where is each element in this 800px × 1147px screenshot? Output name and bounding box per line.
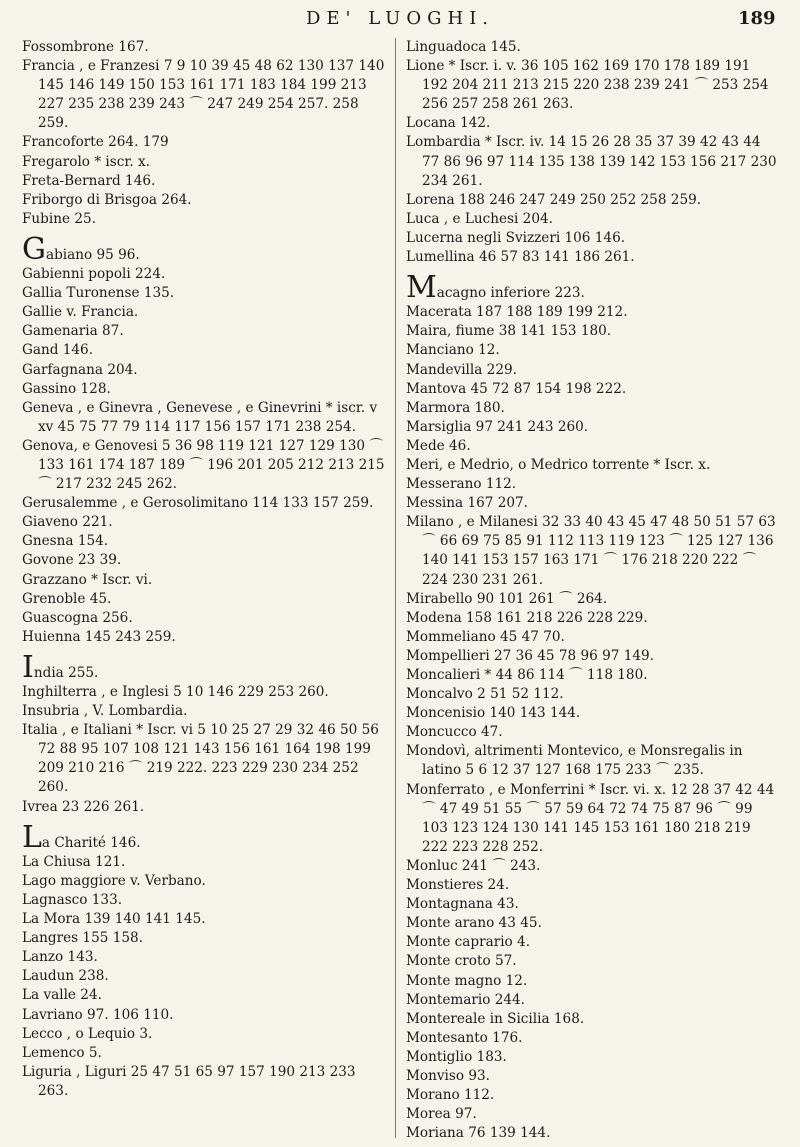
entry-text: acagno inferiore 223. (436, 285, 585, 302)
index-entry (406, 210, 778, 229)
index-entry (22, 437, 388, 494)
index-entry (406, 229, 778, 248)
entry-text: Monviso 93. (406, 1067, 490, 1084)
index-entry (406, 341, 778, 360)
entry-text: Lecco , o Lequio 3. (22, 1025, 153, 1042)
entry-text: Laudun 238. (22, 968, 109, 985)
entry-text: Monte magno 12. (406, 972, 528, 989)
entry-text: Lorena 188 246 247 249 250 252 258 259. (406, 191, 702, 208)
entry-text: Garfagnana 204. (22, 361, 138, 378)
entry-text: La Mora 139 140 141 145. (22, 911, 206, 928)
entry-text: Luca , e Luchesi 204. (406, 210, 553, 227)
entry-text: Insubria , V. Lombardia. (22, 703, 188, 720)
entry-text: Monte caprario 4. (406, 934, 531, 951)
index-entry (406, 1124, 778, 1143)
entry-text: Gallia Turonense 135. (22, 285, 175, 302)
entry-text: Lago maggiore v. Verbano. (22, 872, 206, 889)
index-entry (22, 929, 388, 948)
entry-text: Messina 167 207. (406, 495, 528, 512)
running-title: DE' LUOGHI. (305, 8, 495, 29)
section-initial: G (22, 231, 46, 267)
index-entry (22, 590, 388, 609)
entry-text: Montemario 244. (406, 991, 525, 1008)
index-entry (406, 895, 778, 914)
section-gap (22, 647, 388, 655)
entry-text: Huienna 145 243 259. (22, 628, 176, 645)
index-entry (22, 38, 388, 57)
index-entry (22, 153, 388, 172)
index-entry (22, 303, 388, 322)
index-entry (406, 437, 778, 456)
entry-text: Gabienni popoli 224. (22, 266, 166, 283)
index-entry (22, 853, 388, 872)
index-entry (22, 191, 388, 210)
index-entry (22, 986, 388, 1005)
index-entry (406, 857, 778, 876)
entry-text: Montiglio 183. (406, 1048, 507, 1065)
entry-text: Gnesna 154. (22, 533, 109, 550)
entry-text: Fubine 25. (22, 210, 96, 227)
entry-text: Mede 46. (406, 437, 471, 454)
entry-text: Francoforte 264. 179 (22, 134, 169, 151)
index-entry (406, 133, 778, 190)
index-entry (406, 914, 778, 933)
entry-text: Morea 97. (406, 1106, 477, 1123)
index-entry (406, 303, 778, 322)
entry-text: Moncucco 47. (406, 724, 503, 741)
index-entry (406, 991, 778, 1010)
entry-text: Milano , e Milanesi 32 33 40 43 45 47 48 50 51 57 63 ⌒ 66 69 75 85 91 112 113 119 123 ⌒ 125 127 136 140 141 153 157 163 171 ⌒ 176 218 220 222 ⌒ 224 230 231 261. (406, 514, 776, 588)
entry-text: Mompellieri 27 36 45 78 96 97 149. (406, 647, 654, 664)
entry-text: Ivrea 23 226 261. (22, 798, 145, 815)
index-entry (406, 876, 778, 895)
entry-text: Mantova 45 72 87 154 198 222. (406, 380, 627, 397)
entry-text: Fregarolo * iscr. x. (22, 153, 151, 170)
index-entry (22, 721, 388, 797)
index-entry (22, 683, 388, 702)
entry-text: Gamenaria 87. (22, 323, 124, 340)
entry-text: Genova, e Genovesi 5 36 98 119 121 127 129 130 ⌒ 133 161 174 187 189 ⌒ 196 201 205 212 213 215 ⌒ 217 232 245 262. (22, 437, 385, 493)
index-entry (22, 967, 388, 986)
entry-text: Mirabello 90 101 261 ⌒ 264. (406, 590, 608, 607)
entry-text: Giaveno 221. (22, 514, 113, 531)
index-entry (22, 948, 388, 967)
entry-text: Lanzo 143. (22, 949, 98, 966)
section-initial: L (22, 819, 42, 855)
entry-text: Manciano 12. (406, 342, 500, 359)
entry-text: Monluc 241 ⌒ 243. (406, 857, 541, 874)
index-entry (406, 781, 778, 857)
entry-text: Moriana 76 139 144. (406, 1125, 551, 1142)
entry-text: Lombardia * Iscr. iv. 14 15 26 28 35 37 39 42 43 44 77 86 96 97 114 135 138 139 142 153 156 217 230 234 261. (406, 134, 777, 189)
entry-text: Marmora 180. (406, 399, 505, 416)
entry-text: Mommeliano 45 47 70. (406, 628, 565, 645)
section-initial: M (406, 270, 437, 306)
index-entry (22, 910, 388, 929)
index-entry (22, 819, 388, 855)
entry-text: Gallie v. Francia. (22, 304, 139, 321)
entry-text: Lucerna negli Svizzeri 106 146. (406, 229, 626, 246)
entry-text: Geneva , e Ginevra , Genevese , e Ginevrini * iscr. v xv 45 75 77 79 114 117 156 157 171 238 254. (22, 399, 378, 435)
entry-text: a Charité 146. (41, 834, 141, 851)
entry-text: Morano 112. (406, 1087, 495, 1104)
entry-text: Guascogna 256. (22, 609, 133, 626)
entry-text: Monte croto 57. (406, 953, 517, 970)
index-entry (406, 114, 778, 133)
entry-text: Montagnana 43. (406, 896, 519, 913)
entry-text: Liguria , Liguri 25 47 51 65 97 157 190 213 233 263. (22, 1063, 356, 1099)
entry-text: Gassino 128. (22, 380, 111, 397)
entry-text: Montesanto 176. (406, 1029, 523, 1046)
entry-text: Macerata 187 188 189 199 212. (406, 304, 628, 321)
entry-text: Meri, e Medrio, o Medrico torrente * Iscr. x. (406, 456, 711, 473)
entry-text: Govone 23 39. (22, 552, 122, 569)
entry-text: Lione * Iscr. i. v. 36 105 162 169 170 178 189 191 192 204 211 213 215 220 238 239 241 ⌒ 253 254 256 257 258 261 263. (406, 58, 769, 113)
index-entry (406, 1086, 778, 1105)
index-entry (22, 609, 388, 628)
index-entry (406, 270, 778, 306)
index-entry (406, 380, 778, 399)
index-entry (406, 933, 778, 952)
index-entry (406, 647, 778, 666)
entry-text: Gerusalemme , e Gerosolimitano 114 133 157 259. (22, 495, 374, 512)
index-entry (22, 133, 388, 152)
index-entry (406, 513, 778, 589)
entry-text: Locana 142. (406, 115, 491, 132)
index-entry (22, 265, 388, 284)
index-entry (406, 399, 778, 418)
entry-text: ndia 255. (33, 664, 99, 681)
index-entry (22, 532, 388, 551)
index-entry (406, 1067, 778, 1086)
entry-text: Linguadoca 145. (406, 39, 521, 55)
entry-text: Gand 146. (22, 342, 94, 359)
column-divider (395, 38, 396, 1138)
entry-text: La Chiusa 121. (22, 853, 126, 870)
index-entry (22, 628, 388, 647)
section-initial: I (22, 649, 34, 685)
index-entry (22, 571, 388, 590)
entry-text: Lumellina 46 57 83 141 186 261. (406, 249, 635, 266)
index-entry (406, 322, 778, 341)
page-number: 189 (738, 8, 776, 29)
entry-text: Freta-Bernard 146. (22, 172, 156, 189)
entry-text: abiano 95 96. (45, 246, 140, 263)
entry-text: Monstieres 24. (406, 877, 510, 894)
index-entry (22, 399, 388, 437)
index-entry (406, 248, 778, 267)
entry-text: Marsiglia 97 241 243 260. (406, 418, 589, 435)
left-column (22, 38, 388, 1101)
entry-text: Lagnasco 133. (22, 891, 123, 908)
index-entry (22, 341, 388, 360)
index-entry (406, 666, 778, 685)
index-entry (406, 723, 778, 742)
entry-text: Moncalieri * 44 86 114 ⌒ 118 180. (406, 667, 648, 683)
index-entry (406, 742, 778, 780)
index-entry (406, 475, 778, 494)
index-entry (22, 1044, 388, 1063)
index-entry (406, 191, 778, 210)
entry-text: Montereale in Sicilia 168. (406, 1010, 585, 1027)
index-entry (406, 952, 778, 971)
index-entry (406, 1010, 778, 1029)
entry-text: Grenoble 45. (22, 590, 112, 607)
index-entry (22, 1025, 388, 1044)
index-entry (406, 590, 778, 609)
index-entry (22, 284, 388, 303)
entry-text: Fossombrone 167. (22, 39, 149, 55)
index-entry (22, 57, 388, 133)
entry-text: Francia , e Franzesi 7 9 10 39 45 48 62 130 137 140 145 146 149 150 153 161 171 183 184 199 213 227 235 238 239 243 ⌒ 247 249 254 257. 258 259. (22, 58, 385, 132)
entry-text: Moncenisio 140 143 144. (406, 705, 581, 722)
entry-text: Mondovì, altrimenti Montevico, e Monsregalis in latino 5 6 12 37 127 168 175 233 ⌒ 235. (406, 743, 743, 779)
index-entry (22, 494, 388, 513)
index-entry (406, 418, 778, 437)
index-entry (22, 322, 388, 341)
section-gap (22, 817, 388, 825)
entry-text: Langres 155 158. (22, 930, 143, 947)
entry-text: Monferrato , e Monferrini * Iscr. vi. x. 12 28 37 42 44 ⌒ 47 49 51 55 ⌒ 57 59 64 72 74 75 87 96 ⌒ 99 103 123 124 130 141 145 153 161 180 218 219 222 223 228 252. (406, 781, 775, 855)
section-gap (22, 229, 388, 237)
index-entry (406, 704, 778, 723)
section-gap (406, 267, 778, 275)
index-entry (406, 685, 778, 704)
index-entry (406, 1105, 778, 1124)
index-entry (22, 702, 388, 721)
entry-text: La valle 24. (22, 987, 102, 1004)
entry-text: Mandevilla 229. (406, 361, 517, 378)
index-entry (406, 456, 778, 475)
index-entry (406, 628, 778, 647)
entry-text: Messerano 112. (406, 476, 517, 493)
entry-text: Grazzano * Iscr. vi. (22, 571, 153, 588)
index-entry (406, 57, 778, 114)
index-entry (22, 551, 388, 570)
index-entry (22, 210, 388, 229)
index-entry (22, 1063, 388, 1101)
index-entry (406, 494, 778, 513)
index-entry (406, 609, 778, 628)
index-entry (406, 1029, 778, 1048)
index-entry (22, 872, 388, 891)
index-entry (406, 1048, 778, 1067)
entry-text: Lemenco 5. (22, 1044, 102, 1061)
index-entry (406, 361, 778, 380)
entry-text: Italia , e Italiani * Iscr. vi 5 10 25 27 29 32 46 50 56 72 88 95 107 108 121 143 156 161 164 198 199 209 210 216 ⌒ 219 222. 223 229 230 234 252 260. (22, 722, 379, 796)
index-entry (22, 513, 388, 532)
index-entry (22, 1006, 388, 1025)
entry-text: Modena 158 161 218 226 228 229. (406, 609, 648, 626)
index-entry (22, 172, 388, 191)
entry-text: Monte arano 43 45. (406, 915, 542, 932)
index-entry (406, 38, 778, 57)
index-entry (22, 231, 388, 267)
entry-text: Friborgo di Brisgoa 264. (22, 191, 192, 208)
right-column (406, 38, 778, 1143)
entry-text: Moncalvo 2 51 52 112. (406, 686, 564, 703)
index-entry (406, 972, 778, 991)
index-entry (22, 380, 388, 399)
entry-text: Inghilterra , e Inglesi 5 10 146 229 253 260. (22, 684, 329, 700)
index-entry (22, 798, 388, 817)
entry-text: Maira, fiume 38 141 153 180. (406, 323, 612, 340)
entry-text: Lavriano 97. 106 110. (22, 1006, 174, 1023)
index-entry (22, 649, 388, 685)
index-entry (22, 361, 388, 380)
index-entry (22, 891, 388, 910)
